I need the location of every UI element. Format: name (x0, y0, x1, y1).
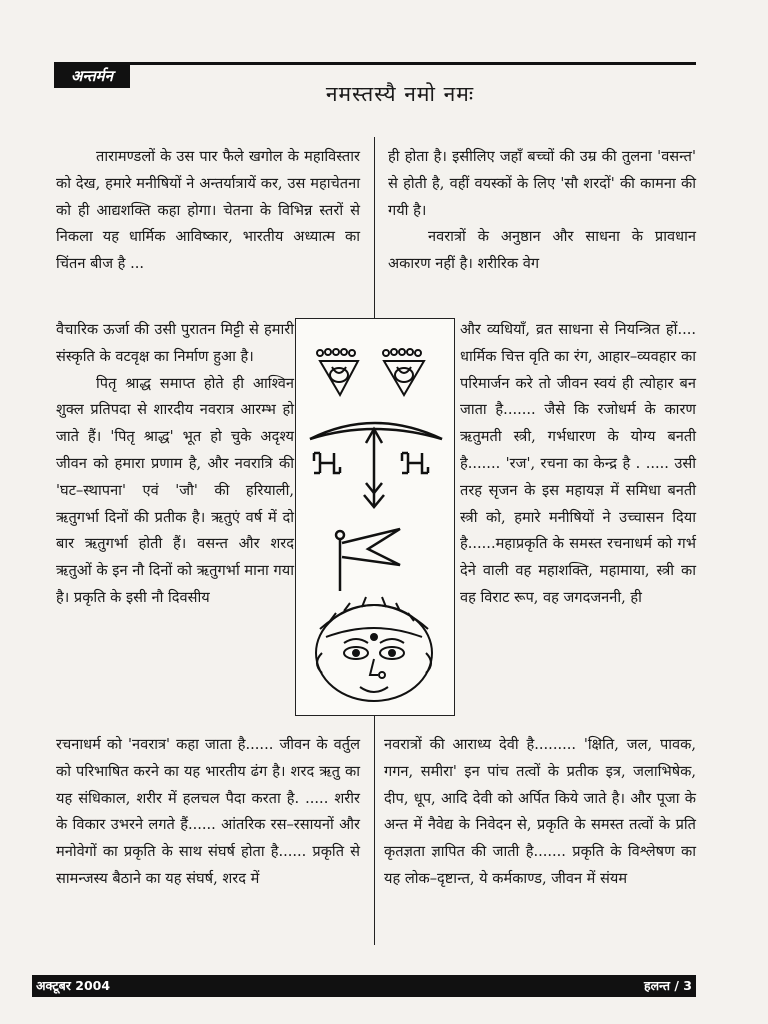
header-rule (54, 62, 696, 65)
right-column-bottom (384, 732, 696, 893)
flag-icon (336, 529, 400, 591)
illustration-box (295, 318, 455, 716)
paragraph: रचनाधर्म को 'नवरात्र' कहा जाता है...... जीवन के वर्तुल को परिभाषित करने का यह भारतीय ढंग है। शरद ऋतु का यह संधिकाल, शरीर में हलचल पैदा करता है. ..... शरीर के विकार उभरने लगते हैं...... आंतरिक रस–रसायनों और मनोवेगों का प्रकृति के साथ संघर्ष होता है...... प्रकृति से सामन्जस्य बैठाने का यह संघर्ष, शरद में (56, 736, 360, 887)
left-column-bottom (56, 732, 360, 893)
paragraph: नवरात्रों के अनुष्ठान और साधना के प्रावधान अकारण नहीं है। शरीरिक वेग (388, 228, 696, 273)
devi-face-icon (316, 597, 432, 701)
paragraph: ही होता है। इसीलिए जहाँ बच्चों की उम्र की तुलना 'वसन्त' से होती है, वहीं वयस्कों के लिए 'सौ शरदों' की कामना की गयी है। (388, 148, 696, 219)
right-column-top (388, 144, 696, 278)
page-number: हलन्त / 3 (643, 978, 692, 993)
paragraph: तारामण्डलों के उस पार फैले खगोल के महाविस्तार को देख, हमारे मनीषियों ने अन्तर्यात्रायें कर, उस महाचेतना को ही आद्यशक्ति कहा होगा। चेतना के विभिन्न स्तरों से निकला यह धार्मिक आविष्कार, भारतीय अध्यात्म का चिंतन बीज है ... (56, 148, 360, 273)
footer-bar (32, 975, 696, 997)
paragraph: नवरात्रों की आराध्य देवी है......... 'क्षिति, जल, पावक, गगन, समीरा' इन पांच तत्वों के प्रतीक इत्र, जलाभिषेक, दीप, धूप, आदि देवी को अर्पित किये जाते है। और पूजा के अन्त में नैवेद्य के निवेदन से, प्रकृति के समस्त तत्वों के प्रति कृतज्ञता ज्ञापित की जाती है....... प्रकृति के विश्लेषण का यह लोक–दृष्टान्त, ये कर्मकाण्ड, जीवन में संयम (384, 736, 696, 887)
section-label: अन्तर्मन (54, 64, 130, 88)
paragraph: वैचारिक ऊर्जा की उसी पुरातन मिट्टी से हमारी संस्कृति के वटवृक्ष का निर्माण हुआ है। (56, 321, 294, 365)
issue-date: अक्टूबर 2004 (36, 978, 111, 993)
page-title: नमस्तस्यै नमो नमः (325, 82, 475, 106)
bow-arrow-swastika-icon (310, 423, 442, 507)
right-column-middle (460, 317, 696, 612)
feet-symbols-icon (317, 349, 424, 395)
paragraph: और व्यधियाँ, व्रत साधना से नियन्त्रित हों.... धार्मिक चित्त वृति का रंग, आहार–व्यवहार का परिमार्जन करे तो जीवन स्वयं ही त्योहार बन जाता है....... जैसे कि रजोधर्म के कारण ऋतुमती स्त्री, गर्भधारण के योग्य बनती है....... 'रज', रचना का केन्द्र है . ..... उसी तरह सृजन के इस महायज्ञ में समिधा बनती स्त्री को, हमारे मनीषियों ने उच्चासन दिया है......महाप्रकृति के समस्त रचनाधर्म को गर्भ देने वाली वह महाशक्ति, महामाया, स्त्री का वह विराट रूप, वह जगदजननी, ही (460, 321, 696, 606)
left-column-top (56, 144, 360, 278)
paragraph: पितृ श्राद्ध समाप्त होते ही आश्विन शुक्ल प्रतिपदा से शारदीय नवरात्र आरम्भ हो जाते हैं। 'पितृ श्राद्ध' भूत हो चुके अदृश्य जीवन को हमारा प्रणाम है, और नवरात्रि की 'घट–स्थापना' एवं 'जौ' की हरियाली, ऋतुगर्भा दिनों की प्रतीक है। ऋतुएं वर्ष में दो बार ऋतुगर्भा होती हैं। वसन्त और शरद ऋतुओं के इन नौ दिनों को ऋतुगर्भा माना गया है। प्रकृति के इसी नौ दिवसीय (56, 374, 294, 606)
left-column-middle (56, 317, 294, 612)
